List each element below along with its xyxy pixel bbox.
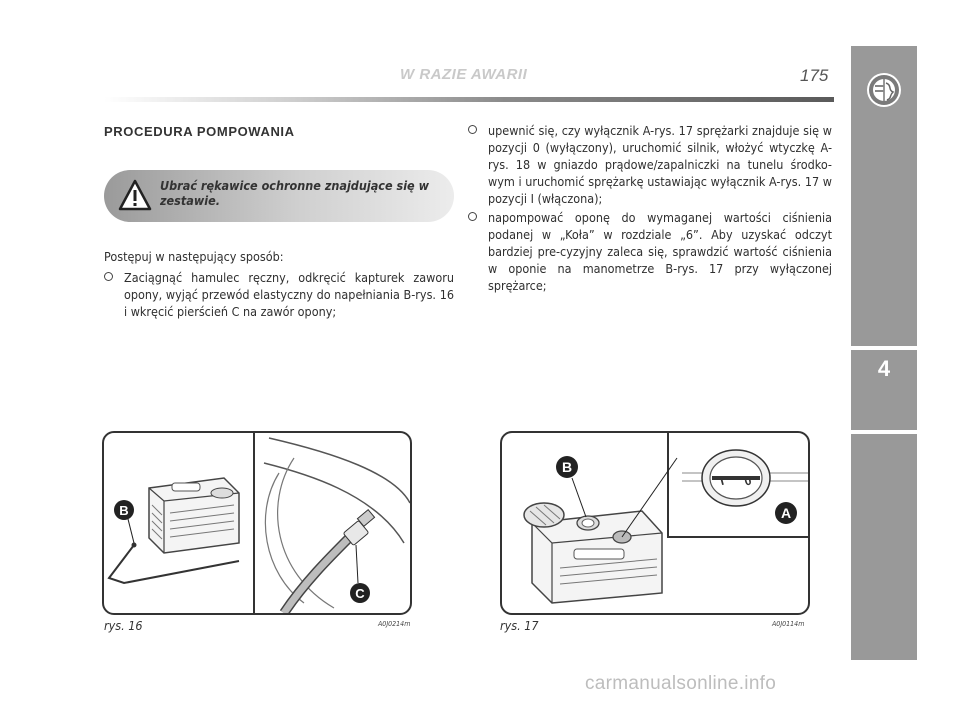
list-item-text: napompować oponę do wymaganej wartości ciśnienia podanej w „Koła” w rozdziale „6”. Aby uzyskać odczyt bardziej pre-cyzyjny zaleca się, sprawdzić wartość ciśnienia w oponie na manometrze B-rys. 17 przy wyłączonej sprężarce;	[488, 210, 832, 293]
bullet-circle-icon	[468, 125, 477, 134]
figure-16-caption: rys. 16	[104, 618, 143, 633]
chapter-number: 4	[877, 356, 891, 381]
sidebar-separator-bottom	[851, 430, 917, 434]
figure-16-code: A0J0214m	[378, 620, 411, 628]
figure-16	[102, 431, 412, 615]
alfa-romeo-logo-icon	[866, 72, 902, 108]
label-b: B	[561, 459, 573, 475]
figure-17-illustration	[502, 433, 808, 613]
warning-box	[104, 170, 454, 222]
label-b: B	[119, 503, 129, 518]
bullet-circle-icon	[468, 212, 477, 221]
intro-text: Postępuj w następujący sposób:	[104, 249, 284, 264]
bullet-circle-icon	[104, 272, 113, 281]
right-column	[468, 122, 832, 296]
warning-triangle-icon	[118, 179, 152, 211]
list-item	[468, 122, 832, 207]
figure-17	[500, 431, 810, 615]
page-header-title: W RAZIE AWARII	[400, 66, 528, 83]
figure-16-illustration	[104, 433, 410, 613]
label-c: C	[355, 586, 365, 601]
left-column	[104, 248, 454, 322]
warning-text: Ubrać rękawice ochronne znajdujące się w zestawie.	[160, 178, 429, 208]
header-rule	[104, 97, 834, 102]
figure-17-code: A0J0114m	[772, 620, 805, 628]
page-number: 175	[800, 66, 829, 85]
section-title: PROCEDURA POMPOWANIA	[104, 124, 295, 139]
label-a: A	[780, 505, 792, 521]
chapter-sidebar	[851, 46, 917, 660]
watermark: carmanualsonline.info	[585, 673, 777, 694]
list-item	[104, 269, 454, 320]
list-item-text: Zaciągnąć hamulec ręczny, odkręcić kapturek zaworu opony, wyjąć przewód elastyczny do napełniania B-rys. 16 i wkręcić pierścień C na zawór opony;	[124, 270, 454, 319]
switch-label-0: 0	[742, 473, 754, 489]
sidebar-separator-top	[851, 346, 917, 350]
switch-label-i: I	[718, 473, 726, 489]
list-item	[468, 209, 832, 294]
figure-17-caption: rys. 17	[500, 618, 539, 633]
list-item-text: upewnić się, czy wyłącznik A-rys. 17 sprężarki znajduje się w pozycji 0 (wyłączony), uruchomić silnik, włożyć wtyczkę A- rys. 18 w gniazdo prądowe/zapalniczki na tunelu środko-wym i uruchomić sprężarkę ustawiając wyłącznik A-rys. 17 w pozycji I (włączona);	[488, 123, 832, 206]
